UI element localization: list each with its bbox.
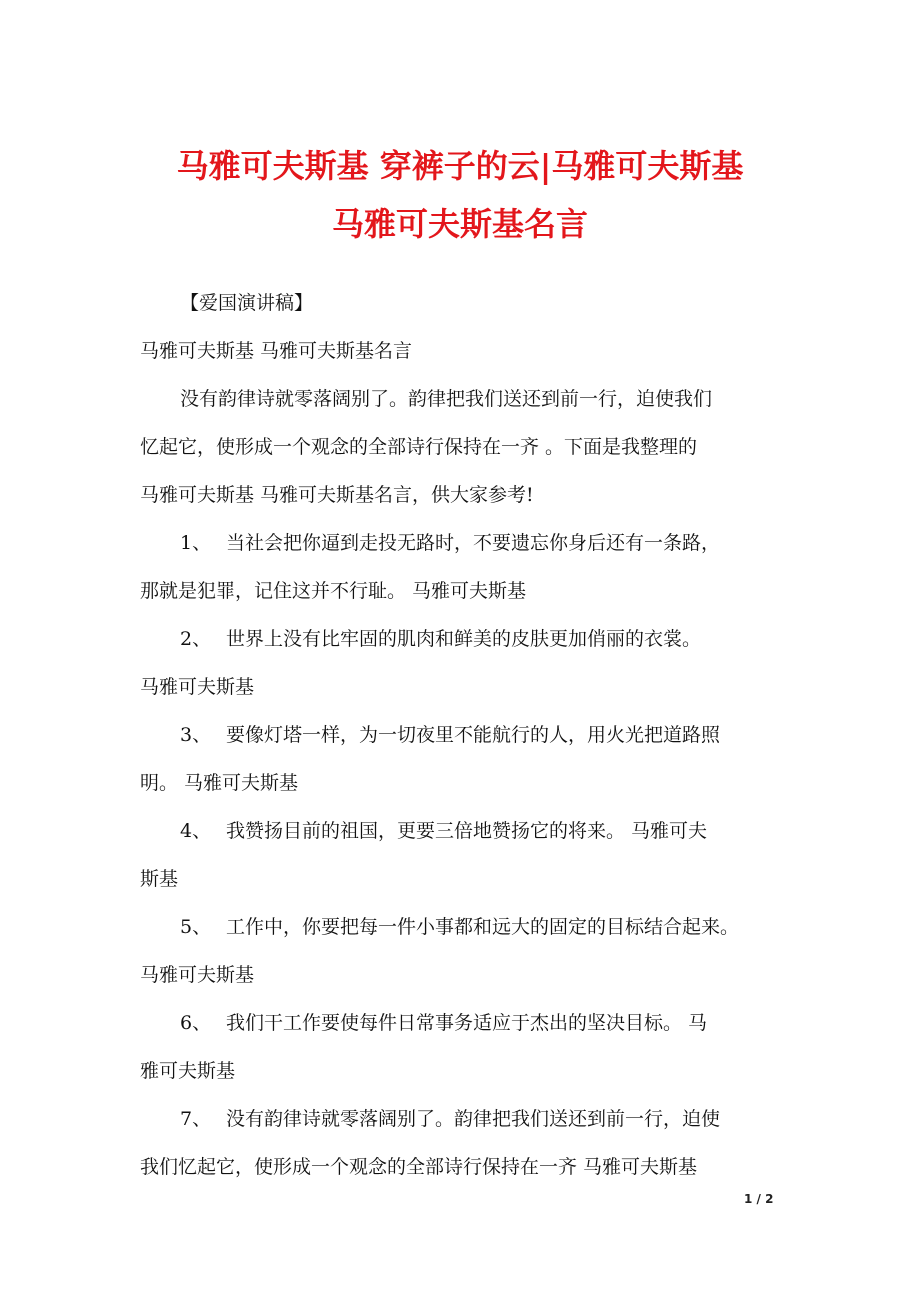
list-item-text: 当社会把你逼到走投无路时，不要遗忘你身后还有一条路， xyxy=(226,532,721,554)
list-item xyxy=(180,625,701,653)
list-item-text: 我赞扬目前的祖国，更要三倍地赞扬它的将来。 马雅可夫 xyxy=(226,820,708,842)
list-item-number: 3、 xyxy=(180,724,212,746)
page-title-line-1: 马雅可夫斯基 穿裤子的云|马雅可夫斯基 xyxy=(176,147,744,185)
list-item-continuation: 马雅可夫斯基 xyxy=(140,964,255,986)
intro-line-2: 忆起它，使形成一个观念的全部诗行保持在一齐 。下面是我整理的 xyxy=(140,436,698,458)
list-item-number: 2、 xyxy=(180,628,212,650)
list-item-number: 5、 xyxy=(180,916,212,938)
list-item xyxy=(180,721,720,749)
list-item-text: 我们干工作要使每件日常事务适应于杰出的坚决目标。 马 xyxy=(226,1012,708,1034)
list-item-continuation: 我们忆起它，使形成一个观念的全部诗行保持在一齐 马雅可夫斯基 xyxy=(140,1156,698,1178)
list-item-continuation: 斯基 xyxy=(140,868,179,890)
list-item xyxy=(180,1009,707,1037)
list-item-text: 世界上没有比牢固的肌肉和鲜美的皮肤更加俏丽的衣裳。 xyxy=(226,628,702,650)
page-number: 1 / 2 xyxy=(744,1192,774,1206)
list-item-number: 6、 xyxy=(180,1012,212,1034)
intro-line-1: 没有韵律诗就零落阔别了。韵律把我们送还到前一行，迫使我们 xyxy=(180,388,713,410)
list-item-number: 7、 xyxy=(180,1108,212,1130)
list-item-continuation: 那就是犯罪，记住这并不行耻。 马雅可夫斯基 xyxy=(140,580,527,602)
list-item-continuation: 马雅可夫斯基 xyxy=(140,676,255,698)
list-item xyxy=(180,913,739,941)
list-item xyxy=(180,529,720,557)
list-item-continuation: 明。 马雅可夫斯基 xyxy=(140,772,299,794)
intro-line-3: 马雅可夫斯基 马雅可夫斯基名言，供大家参考! xyxy=(140,484,534,506)
list-item xyxy=(180,817,707,845)
page-title-line-2: 马雅可夫斯基名言 xyxy=(331,205,588,243)
list-item xyxy=(180,1105,720,1133)
subtitle: 马雅可夫斯基 马雅可夫斯基名言 xyxy=(140,340,413,362)
list-item-text: 没有韵律诗就零落阔别了。韵律把我们送还到前一行，迫使 xyxy=(226,1108,721,1130)
list-item-text: 工作中，你要把每一件小事都和远大的固定的目标结合起来。 xyxy=(226,916,740,938)
list-item-continuation: 雅可夫斯基 xyxy=(140,1060,236,1082)
category-label: 【爱国演讲稿】 xyxy=(180,292,314,314)
list-item-number: 1、 xyxy=(180,532,212,554)
list-item-number: 4、 xyxy=(180,820,212,842)
list-item-text: 要像灯塔一样，为一切夜里不能航行的人，用火光把道路照 xyxy=(226,724,721,746)
